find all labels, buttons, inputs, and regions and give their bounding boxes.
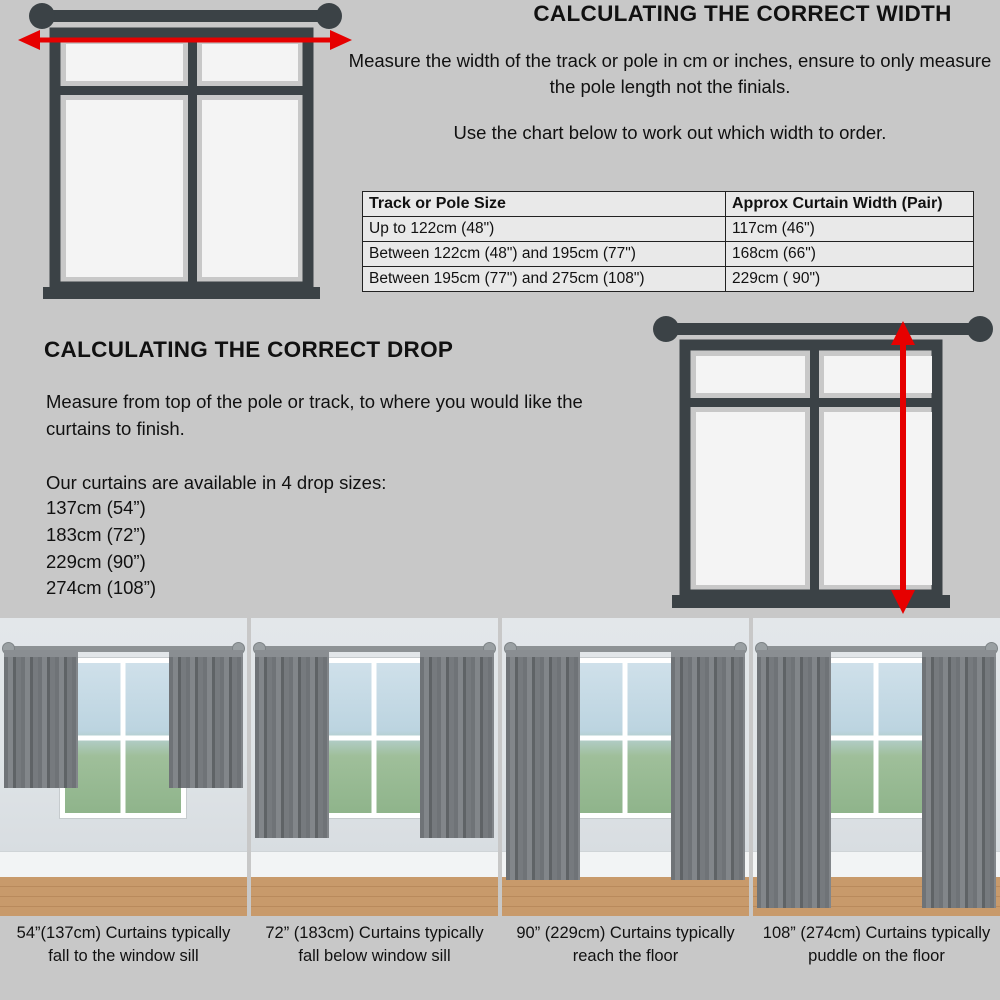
drop-size-item: 137cm (54”) (46, 497, 146, 518)
room-photo-90 (502, 618, 749, 916)
skirting-board (0, 851, 247, 877)
curtain-length-examples (0, 618, 1000, 1000)
example-cell-72 (251, 618, 498, 1000)
drop-sizes-intro: Our curtains are available in 4 drop sizes: (46, 472, 387, 493)
curtain-left (757, 650, 831, 908)
size-chart-table (362, 191, 974, 292)
table-header-curtain-width: Approx Curtain Width (Pair) (726, 192, 974, 217)
window (562, 658, 688, 818)
curtain-right (922, 650, 996, 908)
caption-54: 54”(137cm) Curtains typically fall to the window sill (16, 924, 231, 965)
window (311, 658, 437, 818)
room-photo-54 (0, 618, 247, 916)
window-width-diagram (10, 0, 360, 310)
example-cell-54 (0, 618, 247, 1000)
drop-sizes-list (46, 495, 346, 602)
window-glass (567, 663, 683, 813)
table-header-row (363, 192, 974, 217)
example-cell-108 (753, 618, 1000, 1000)
table-row (363, 267, 974, 292)
window (60, 658, 186, 818)
floor (502, 877, 749, 916)
curtain-left (4, 650, 78, 788)
cell-track-size: Between 195cm (77") and 275cm (108") (363, 267, 726, 292)
cell-track-size: Up to 122cm (48") (363, 217, 726, 242)
caption-90: 90” (229cm) Curtains typically reach the floor (516, 924, 735, 965)
curtain-left (255, 650, 329, 838)
example-cell-90 (502, 618, 749, 1000)
curtain-left (506, 650, 580, 880)
drop-size-item: 183cm (72”) (46, 523, 146, 545)
curtain-right (169, 650, 243, 788)
curtain-right (420, 650, 494, 838)
floor (251, 877, 498, 916)
skirting-board (251, 851, 498, 877)
width-section-paragraph-1: Measure the width of the track or pole in cm or inches, ensure to only measure the pole length not the finials. (348, 50, 992, 97)
caption-72: 72” (183cm) Curtains typically fall below window sill (265, 924, 484, 965)
window-glass (316, 663, 432, 813)
window-drop-diagram (650, 315, 995, 620)
window-glass (818, 663, 934, 813)
floor (0, 877, 247, 916)
table-header-track-size: Track or Pole Size (363, 192, 726, 217)
curtain-right (671, 650, 745, 880)
window-drop-illustration (650, 315, 995, 620)
window-width-illustration (10, 0, 360, 310)
cell-track-size: Between 122cm (48") and 195cm (77") (363, 242, 726, 267)
window (813, 658, 939, 818)
caption-108: 108” (274cm) Curtains typically puddle on the floor (762, 924, 991, 965)
room-photo-108 (753, 618, 1000, 916)
width-section-paragraph-2: Use the chart below to work out which width to order. (453, 122, 887, 143)
room-photo-72 (251, 618, 498, 916)
cell-curtain-width: 117cm (46") (726, 217, 974, 242)
table-row (363, 242, 974, 267)
cell-curtain-width: 229cm ( 90") (726, 267, 974, 292)
drop-section-heading: CALCULATING THE CORRECT DROP (44, 337, 454, 362)
table-row (363, 217, 974, 242)
drop-size-item: 274cm (108”) (46, 577, 157, 599)
drop-size-item: 229cm (90”) (46, 550, 146, 572)
window-glass (65, 663, 181, 813)
drop-section-paragraph-1: Measure from top of the pole or track, to where you would like the curtains to finish. (46, 391, 583, 439)
cell-curtain-width: 168cm (66") (726, 242, 974, 267)
width-section-heading: CALCULATING THE CORRECT WIDTH (533, 1, 952, 26)
